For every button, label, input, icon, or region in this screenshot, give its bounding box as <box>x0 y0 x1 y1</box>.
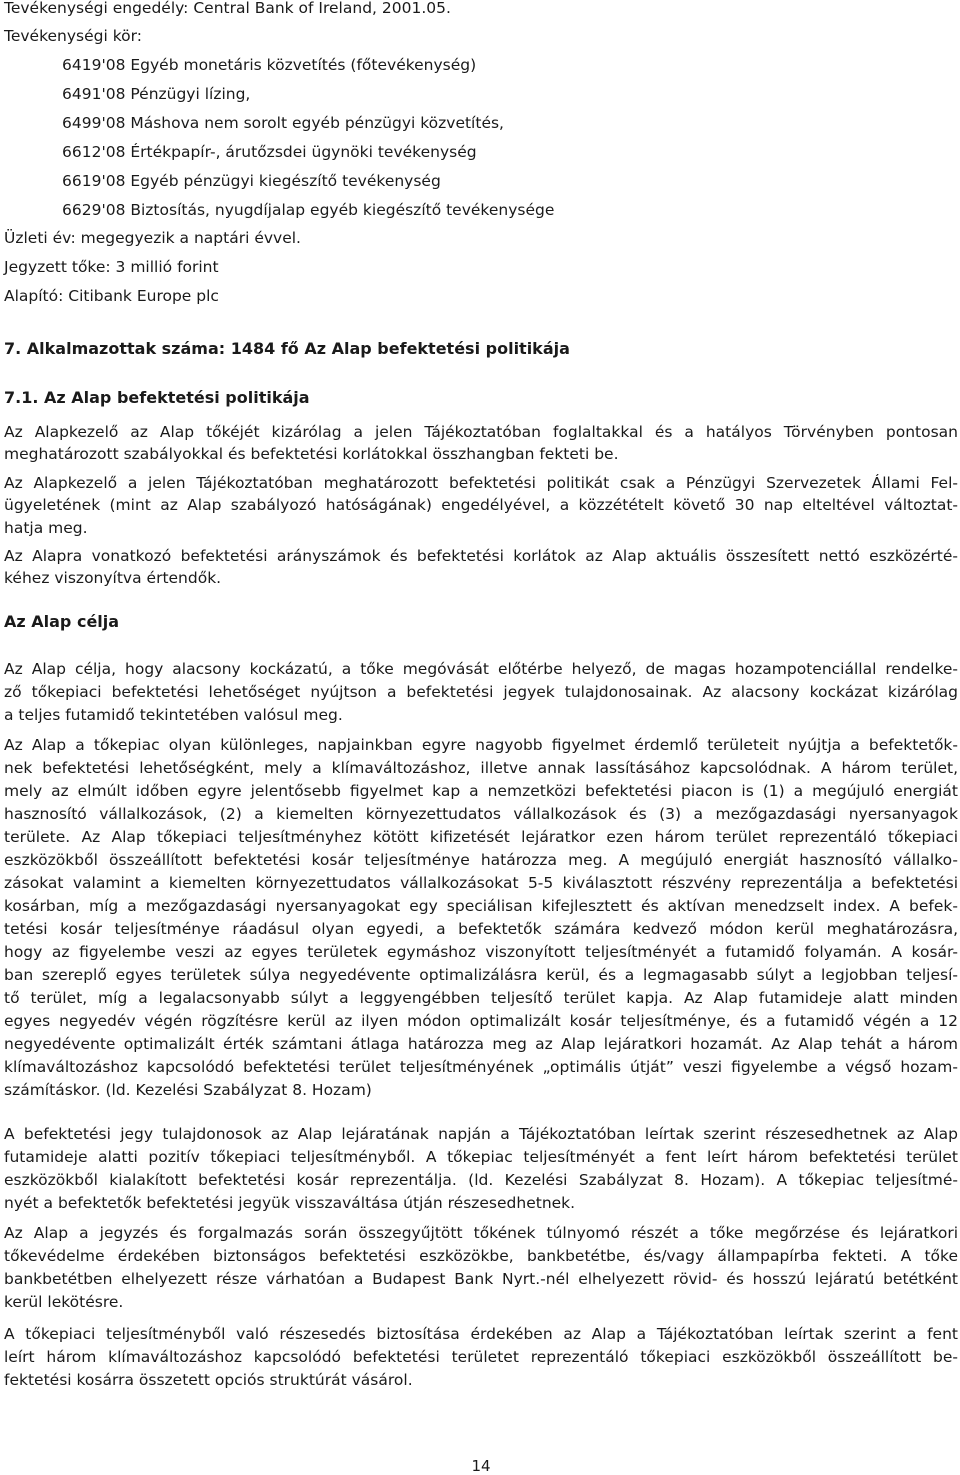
text-line: kerül lekötésre. <box>4 1293 124 1311</box>
capital-line: Jegyzett tőke: 3 millió forint <box>4 258 219 276</box>
activity-item: 6419'08 Egyéb monetáris közvetítés (főtevékenység) <box>62 56 477 74</box>
text-line: A tőkepiaci teljesítményből való részesedés biztosítása érdekében az Alap a Tájékoztatóban leírtak szerint a fent <box>4 1325 958 1343</box>
text-line: nyét a befektetők befektetési jegyük visszaváltása útján részesedhetnek. <box>4 1194 576 1212</box>
text-line: nek befektetési lehetőségként, mely a klímaváltozáshoz, illetve annak lassításához kapcsolódnak. A három terület, <box>4 759 958 777</box>
text-line: tetési kosár teljesítménye ráadásul olyan egyedi, a befektetők számára kedvező módon kerül meghatározásra, <box>4 920 958 938</box>
subsection-heading: 7.1. Az Alap befektetési politikája <box>4 388 310 407</box>
page-number: 14 <box>471 1457 491 1475</box>
activity-item: 6619'08 Egyéb pénzügyi kiegészítő tevékenység <box>62 172 441 190</box>
activity-item: 6491'08 Pénzügyi lízing, <box>62 85 251 103</box>
text-line: Az Alap a tőkepiac olyan különleges, napjainkban egyre nagyobb figyelmet érdemlő területeit nyújtja a befektetők- <box>4 736 958 754</box>
text-line: Az Alapkezelő a jelen Tájékoztatóban meghatározott befektetési politikát csak a Pénzügyi Szervezetek Állami Fel- <box>4 474 958 492</box>
text-line: a teljes futamidő tekintetében valósul meg. <box>4 706 343 724</box>
text-line: ban szereplő egyes területek súlya negyedévente optimalizálásra kerül, és a legmagasabb súlyt a legjobban teljesí- <box>4 966 958 984</box>
text-line: tő terület, míg a legalacsonyabb súlyt a leggyengébben teljesítő terület kapja. Az Alap futamideje alatt minden <box>4 989 958 1007</box>
text-line: ügyeletének (mint az Alap szabályozó hatóságának) engedélyével, a közzétételt követő 30 nap elteltével változtat- <box>4 496 958 514</box>
text-line: számításkor. (ld. Kezelési Szabályzat 8. Hozam) <box>4 1081 372 1099</box>
text-line: mely az elmúlt időben egyre jelentősebb figyelmet kap a nemzetközi befektetési piacon is (1) a megújuló energiát <box>4 782 958 800</box>
text-line: tőkevédelme érdekében biztonságos befektetési eszközökbe, bankbetétbe, és/vagy állampapírba fekteti. A tőke <box>4 1247 958 1265</box>
section-heading: 7. Alkalmazottak száma: 1484 fő Az Alap befektetési politikája <box>4 339 570 358</box>
text-line: hatja meg. <box>4 519 88 537</box>
text-line: hasznosító vállalkozások, (2) a kiemelten környezettudatos vállalkozások és (3) a mezőgazdasági nyersanyagok <box>4 805 958 823</box>
scope-label: Tevékenységi kör: <box>4 27 142 45</box>
goal-heading: Az Alap célja <box>4 612 120 631</box>
text-line: hogy az figyelembe veszi az egyes területek egymáshoz viszonyított teljesítményét a futamidő folyamán. A kosár- <box>4 943 958 961</box>
text-line: Az Alap célja, hogy alacsony kockázatú, a tőke megóvását előtérbe helyező, de magas hozampotenciállal rendelke- <box>4 660 958 678</box>
text-line: eszközökből kialakított befektetési kosár reprezentálja. (ld. Kezelési Szabályzat 8. Hozam). A tőkepiac teljesítmé- <box>4 1171 958 1189</box>
activity-item: 6629'08 Biztosítás, nyugdíjalap egyéb kiegészítő tevékenysége <box>62 201 555 219</box>
text-line: Az Alapra vonatkozó befektetési arányszámok és befektetési korlátok az Alap aktuális összesített nettó eszközérté- <box>4 547 958 565</box>
business-year-line: Üzleti év: megegyezik a naptári évvel. <box>4 229 301 247</box>
text-line: meghatározott szabályokkal és befektetési korlátokkal összhangban fekteti be. <box>4 445 619 463</box>
activity-item: 6612'08 Értékpapír-, árutőzsdei ügynöki tevékenység <box>62 143 477 161</box>
text-line: kosárban, míg a mezőgazdasági nyersanyagokat egy speciálisan kifejlesztett és aktívan menedzselt index. A befek- <box>4 897 958 915</box>
founder-line: Alapító: Citibank Europe plc <box>4 287 219 305</box>
text-line: bankbetétben elhelyezett része várhatóan a Budapest Bank Nyrt.-nél elhelyezett rövid- és hosszú lejáratú betétként <box>4 1270 958 1288</box>
document-page <box>4 0 958 1474</box>
text-line: eszközökből összeállított befektetési kosár teljesítménye határozza meg. A megújuló energiát hasznosító vállalko- <box>4 851 958 869</box>
text-line: klímaváltozáshoz kapcsolódó befektetési terület teljesítményének „optimális útját” veszi figyelembe a végső hozam- <box>4 1058 958 1076</box>
text-line: zásokat valamint a kiemelten környezettudatos vállalkozásokat 5-5 kiválasztott részvény reprezentálja a befektetési <box>4 874 958 892</box>
text-line: fektetési kosárra összetett opciós struktúrát vásárol. <box>4 1371 413 1389</box>
text-line: leírt három klímaváltozáshoz kapcsolódó befektetési területet reprezentáló tőkepiaci eszközökből összeállított be- <box>4 1348 958 1366</box>
text-line: A befektetési jegy tulajdonosok az Alap lejáratának napján a Tájékoztatóban leírtak szerint részesedhetnek az Alap <box>4 1125 958 1143</box>
text-line: egyes negyedév végén rögzítésre kerül az ilyen módon optimalizált kosár teljesítménye, és a futamidő végén a 12 <box>4 1012 958 1030</box>
text-line: kéhez viszonyítva értendők. <box>4 569 222 587</box>
text-line: Az Alap a jegyzés és forgalmazás során összegyűjtött tőkének túlnyomó részét a tőke megőrzése és lejáratkori <box>4 1224 958 1242</box>
text-line: negyedévente optimalizált érték számtani átlaga határozza meg az Alap lejáratkori hozamát. Az Alap tehát a három <box>4 1035 958 1053</box>
activity-item: 6499'08 Máshova nem sorolt egyéb pénzügyi közvetítés, <box>62 114 504 132</box>
text-line: futamideje alatti pozitív tőkepiaci teljesítményből. A tőkepiac teljesítményét a fent leírt három befektetési terület <box>4 1148 958 1166</box>
text-line: területe. Az Alap tőkepiaci teljesítményhez kötött kifizetését lejáratkor ezen három terület reprezentáló tőkepiaci <box>4 828 958 846</box>
license-line: Tevékenységi engedély: Central Bank of Ireland, 2001.05. <box>4 0 451 17</box>
text-line: Az Alapkezelő az Alap tőkéjét kizárólag a jelen Tájékoztatóban foglaltakkal és a hatályos Törvényben pontosan <box>4 423 958 441</box>
text-line: ző tőkepiaci befektetési lehetőséget nyújtson a befektetési jegyek tulajdonosainak. Az alacsony kockázat kizárólag <box>4 683 958 701</box>
